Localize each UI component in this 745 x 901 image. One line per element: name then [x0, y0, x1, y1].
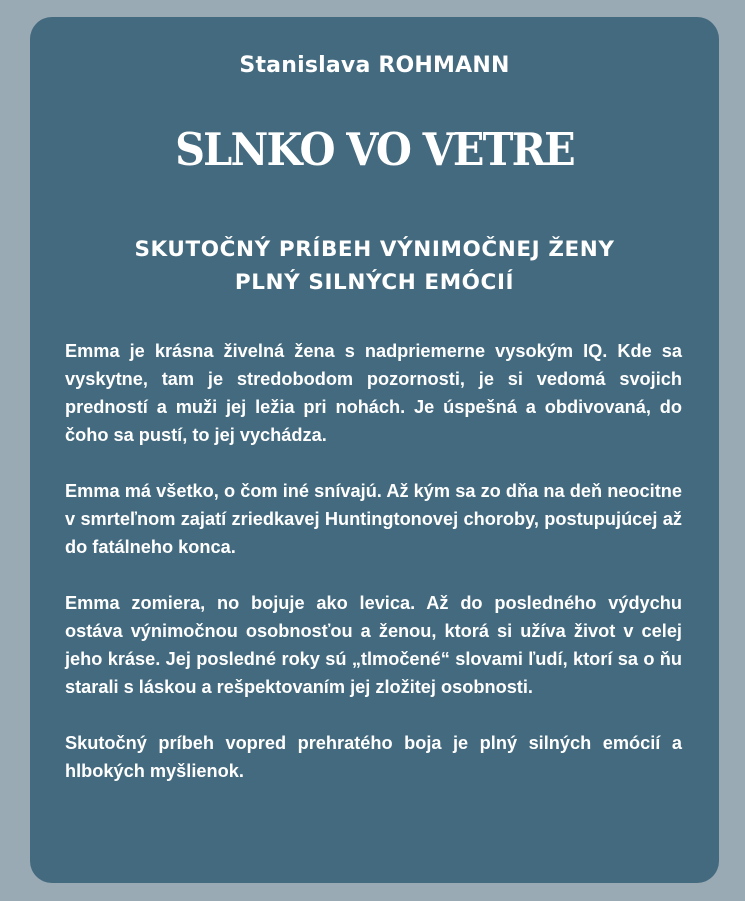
blurb-paragraph-3: Emma zomiera, no bojuje ako levica. Až do posledného výdychu ostáva výnimočnou osobnosťou a ženou, ktorá si užíva život v celej jeho kráse. Jej posledné roky sú „tlmočené“ slovami ľudí, ktorí sa o ňu starali s láskou a rešpektovaním jej zložitej osobnosti. [65, 593, 682, 697]
book-subtitle [30, 233, 719, 299]
blurb-paragraph-2: Emma má všetko, o čom iné snívajú. Až kým sa zo dňa na deň neocitne v smrteľnom zajatí zriedkavej Huntingtonovej choroby, postupujúcej až do fatálneho konca. [65, 481, 682, 557]
subtitle-line-2: PLNÝ SILNÝCH EMÓCIÍ [234, 270, 515, 295]
book-blurb-card [30, 17, 719, 883]
subtitle-line-1: SKUTOČNÝ PRÍBEH VÝNIMOČNEJ ŽENY [134, 237, 615, 262]
blurb-paragraph-4: Skutočný príbeh vopred prehratého boja je plný silných emócií a hlbokých myšlienok. [65, 733, 682, 781]
blurb-paragraph-1: Emma je krásna živelná žena s nadpriemerne vysokým IQ. Kde sa vyskytne, tam je stredobodom pozornosti, je si vedomá svojich predností a muži jej ležia pri nohách. Je úspešná a obdivovaná, do čoho sa pustí, to jej vychádza. [65, 341, 682, 445]
book-title: SLNKO VO VETRE [175, 123, 574, 176]
author-name: Stanislava ROHMANN [239, 53, 510, 78]
blurb-body [65, 337, 682, 785]
